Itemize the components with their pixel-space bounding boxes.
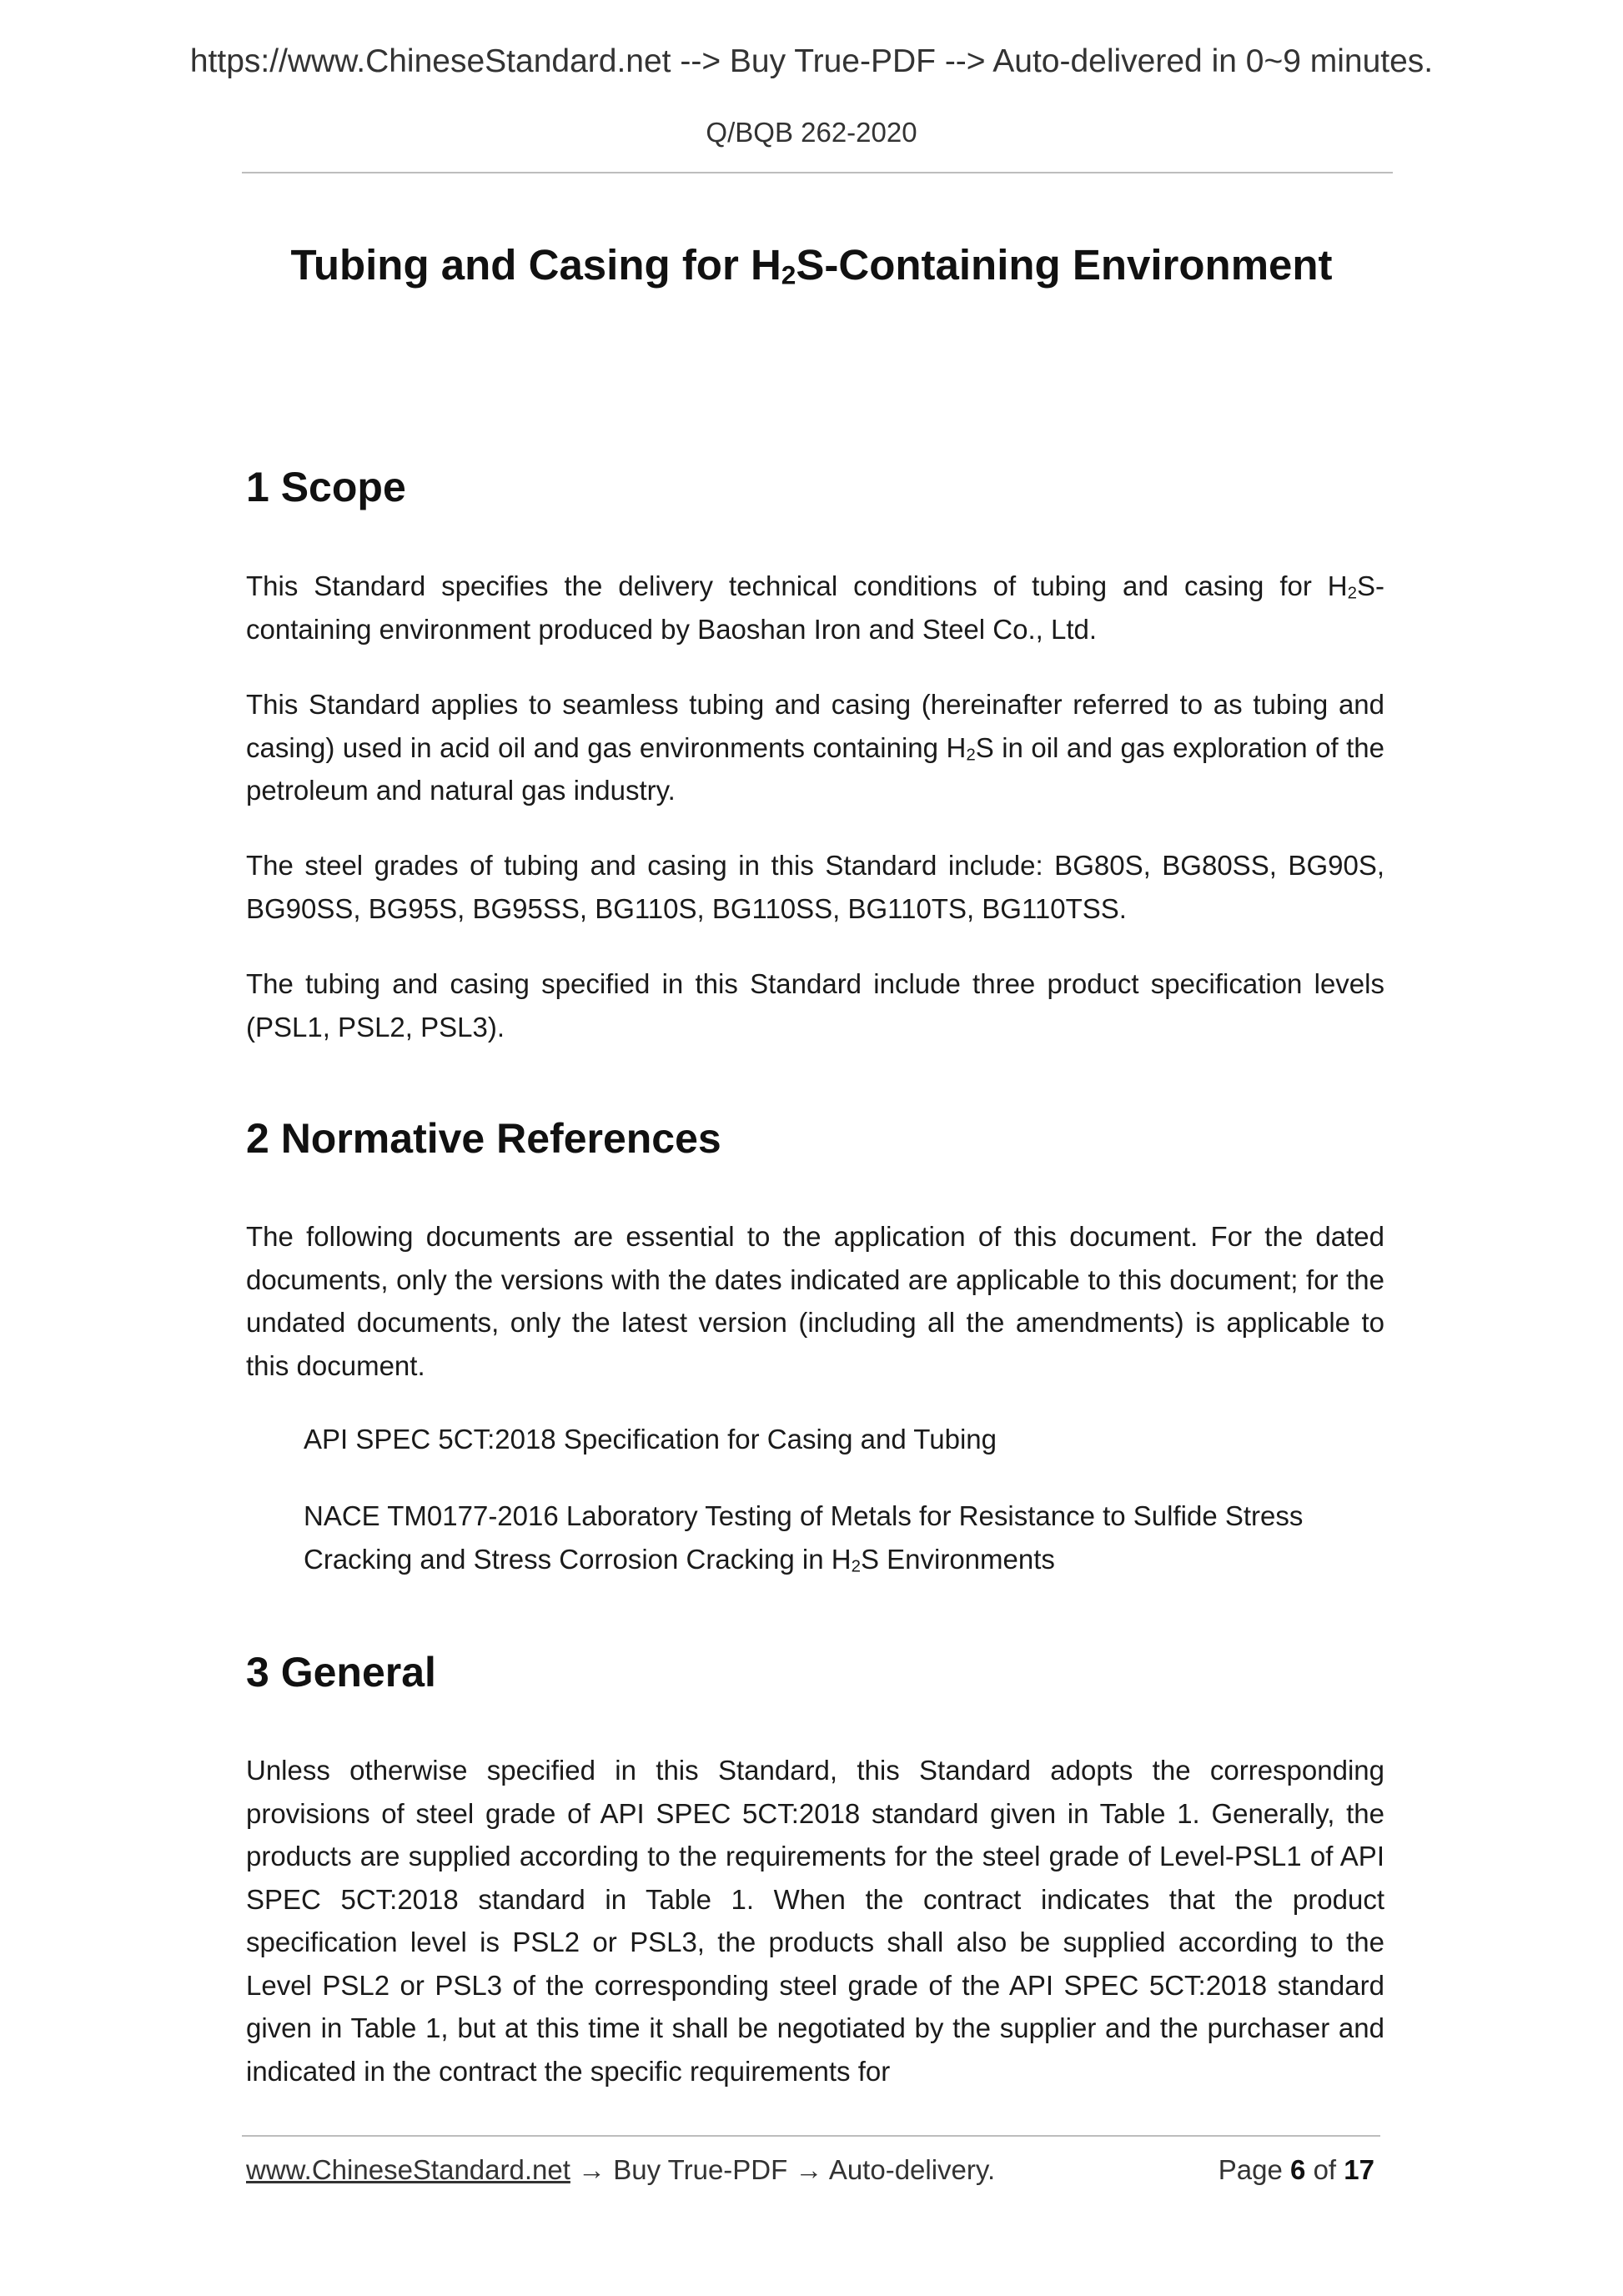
of-label: of	[1313, 2154, 1337, 2185]
scope-p1-text-b: S-containing environment produced by Baoshan Iron and Steel Co., Ltd.	[246, 570, 1384, 645]
scope-paragraph-3: The steel grades of tubing and casing in this Standard include: BG80S, BG80SS, BG90S, BG90SS, BG95S, BG95SS, BG110S, BG110SS, BG110TS, BG110TSS.	[246, 850, 1384, 924]
section-heading-normative-references: 2 Normative References	[246, 1115, 721, 1162]
document-code: Q/BQB 262-2020	[706, 117, 917, 148]
page-number: 6	[1290, 2154, 1306, 2185]
page-total: 17	[1344, 2154, 1374, 2185]
scope-p1-text-a: This Standard specifies the delivery technical conditions of tubing and casing for H	[246, 570, 1348, 601]
top-banner: https://www.ChineseStandard.net --> Buy True-PDF --> Auto-delivered in 0~9 minutes.	[189, 43, 1434, 79]
scope-p2-text-b: S in oil and gas exploration of the petroleum and natural gas industry.	[246, 731, 1384, 806]
page-label: Page	[1218, 2154, 1283, 2185]
footer-link[interactable]: www.ChineseStandard.net	[246, 2154, 570, 2185]
scope-paragraph-1	[246, 565, 1384, 651]
section-heading-scope: 1 Scope	[246, 464, 406, 510]
nace-text-a: NACE TM0177-2016 Laboratory Testing of Metals for Resistance to Sulfide Stress Cracking and Stress Corrosion Cracking in H	[304, 1500, 1304, 1575]
footer-text: → Buy True-PDF → Auto-delivery.	[570, 2154, 996, 2185]
section-heading-general: 3 General	[246, 1649, 436, 1696]
page-indicator	[1219, 2154, 1374, 2186]
scope-p2-subscript: 2	[966, 745, 976, 765]
title-text-1: Tubing and Casing for H	[290, 241, 781, 289]
title-subscript: 2	[781, 259, 796, 290]
nace-subscript: 2	[851, 1556, 861, 1576]
reference-item-api: API SPEC 5CT:2018 Specification for Casing and Tubing	[304, 1424, 997, 1454]
scope-paragraph-2	[246, 683, 1384, 812]
reference-item-nace	[304, 1495, 1384, 1580]
scope-p1-subscript: 2	[1347, 583, 1357, 603]
general-paragraph-1: Unless otherwise specified in this Standard, this Standard adopts the corresponding provisions of steel grade of API SPEC 5CT:2018 standard given in Table 1. Generally, the products are supplied according to the requirements for the steel grade of Level-PSL1 of API SPEC 5CT:2018 standard in Table 1. When the contract indicates that the product specification level is PSL2 or PSL3, the products shall also be supplied according to the Level PSL2 or PSL3 of the corresponding steel grade of the API SPEC 5CT:2018 standard given in Table 1, but at this time it shall be negotiated by the supplier and the purchaser and indicated in the contract the specific requirements for	[246, 1755, 1384, 2087]
document-title	[0, 240, 1623, 289]
header-divider	[242, 172, 1393, 173]
normative-paragraph-1: The following documents are essential to the application of this document. For the dated documents, only the versions with the dates indicated are applicable to this document; for the undated documents, only the latest version (including all the amendments) is applicable to this document.	[246, 1221, 1384, 1381]
title-text-2: S-Containing Environment	[796, 241, 1333, 289]
page-footer	[246, 2154, 1384, 2186]
scope-paragraph-4: The tubing and casing specified in this Standard include three product specification levels (PSL1, PSL2, PSL3).	[246, 968, 1384, 1042]
scope-p2-text-a: This Standard applies to seamless tubing and casing (hereinafter referred to as tubing and casing) used in acid oil and gas environments containing H	[246, 689, 1384, 763]
nace-text-b: S Environments	[860, 1543, 1055, 1575]
footer-divider	[242, 2135, 1380, 2137]
